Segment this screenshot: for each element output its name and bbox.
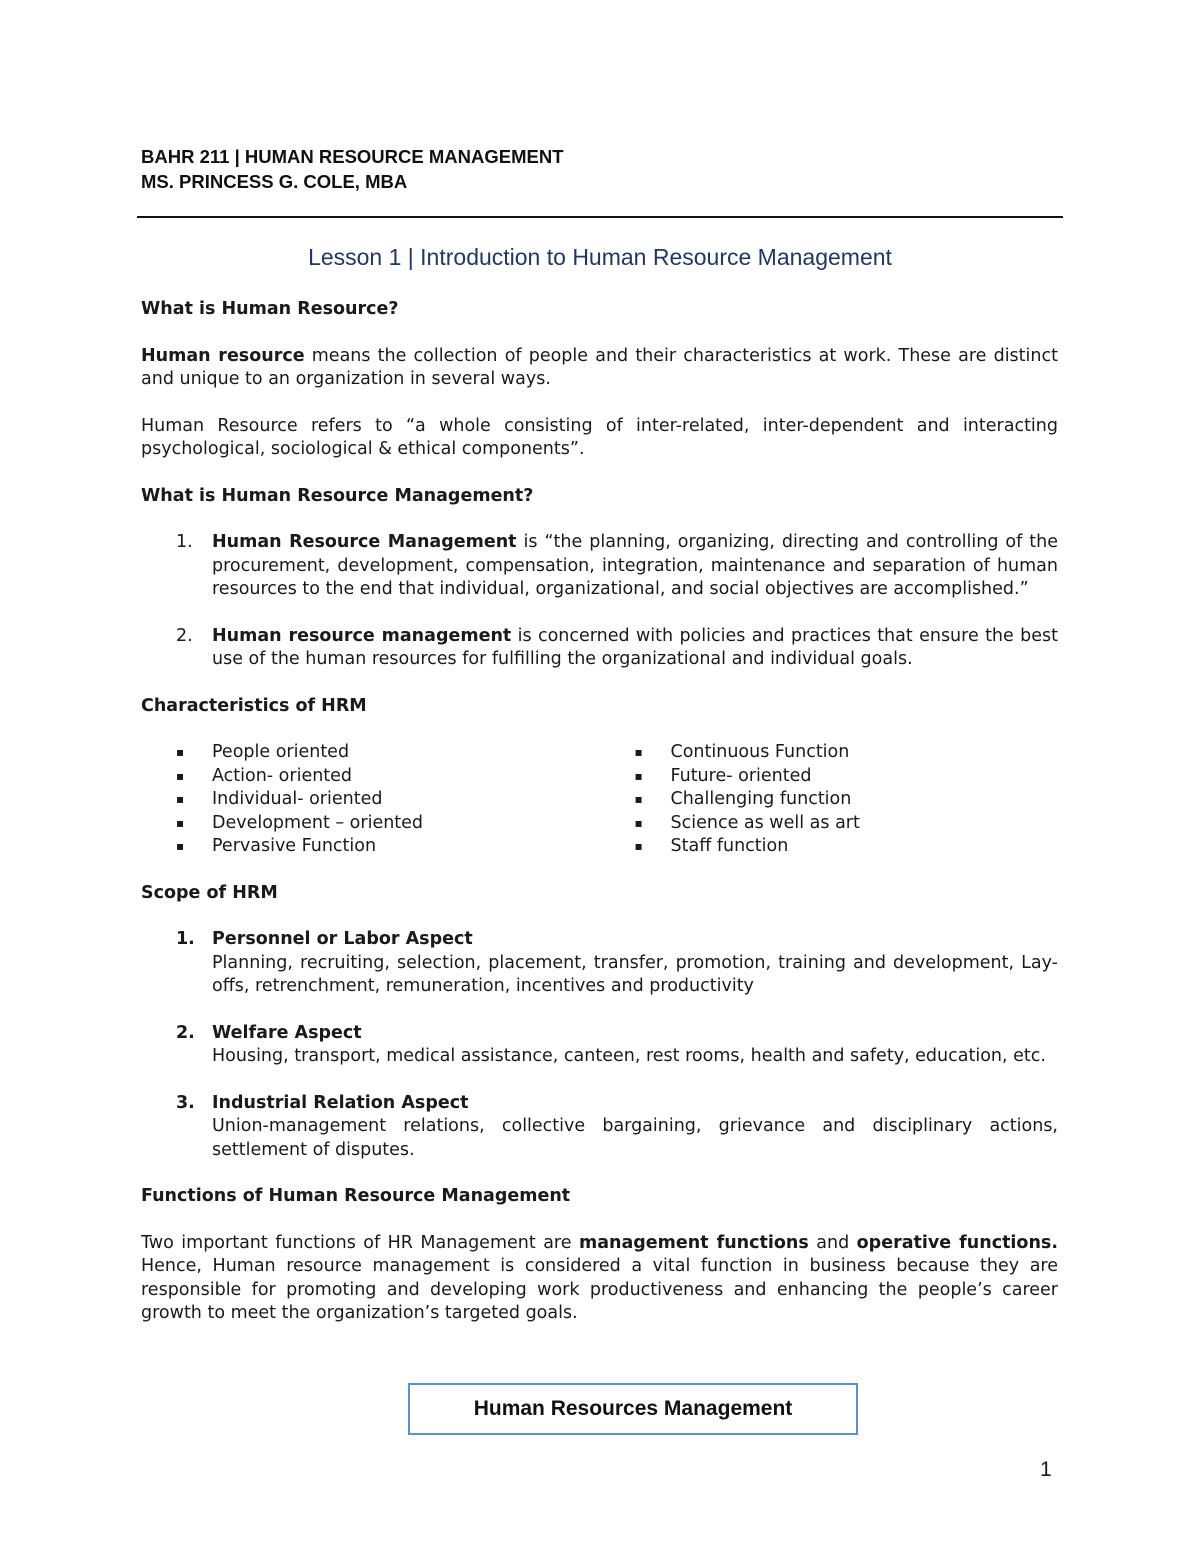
list-item: 2. Welfare Aspect Housing, transport, medical assistance, canteen, rest rooms, health and safety, education, etc. xyxy=(176,1022,1046,1066)
bullet-icon: ▪ xyxy=(634,745,643,759)
heading-characteristics: Characteristics of HRM xyxy=(141,695,367,716)
paragraph-functions: Two important functions of HR Management are management functions and operative functions. Hence, Human resource management is considered a vital function in business because they are responsible for promoting and developing work productiveness and enhancing the people’s career growth to meet the organization’s targeted goals. xyxy=(141,1232,1058,1323)
bullet-icon: ▪ xyxy=(634,815,643,830)
list-item: 1. Human Resource Management is “the planning, organizing, directing and controlling of the procurement, development, compensation, integration, maintenance and separation of human resources to the end that individual, organizational, and social objectives are accomplished.” xyxy=(176,532,1058,599)
header-divider xyxy=(137,216,1063,218)
list-item: ▪ Staff function xyxy=(600,835,1059,859)
paragraph-hr-definition: Human resource means the collection of people and their characteristics at work. These are distinct and unique to an organization in several ways. xyxy=(141,345,1058,389)
heading-scope: Scope of HRM xyxy=(141,882,278,903)
term-human-resource: Human resource xyxy=(141,345,305,366)
hrm-definitions-list xyxy=(141,531,1058,672)
lesson-title: Lesson 1 | Introduction to Human Resource Management xyxy=(308,244,892,270)
list-item: ▪ Individual- oriented xyxy=(141,788,600,812)
bullet-icon: ▪ xyxy=(176,745,185,759)
characteristics-left-column xyxy=(141,741,600,859)
hrm-diagram-box: Human Resources Management xyxy=(408,1383,858,1435)
list-item: ▪ Challenging function xyxy=(600,788,1059,812)
list-item: 3. Industrial Relation Aspect Union-management relations, collective bargaining, grievance and disciplinary actions, settlement of disputes. xyxy=(176,1092,1058,1160)
page-number: 1 xyxy=(1040,1458,1052,1481)
document-header xyxy=(141,144,564,194)
list-item: ▪ Continuous Function xyxy=(600,741,1059,765)
list-item: 2. Human resource management is concerned with policies and practices that ensure the best use of the human resources for fulfilling the organizational and individual goals. xyxy=(176,625,1058,669)
list-item: 1. Personnel or Labor Aspect Planning, recruiting, selection, placement, transfer, promotion, training and development, Lay-offs, retrenchment, remuneration, incentives and productivity xyxy=(176,929,1058,996)
bullet-icon: ▪ xyxy=(176,815,185,830)
scope-list xyxy=(141,928,1058,1162)
list-item: ▪ People oriented xyxy=(141,741,600,765)
bullet-icon: ▪ xyxy=(176,839,185,853)
paragraph-hr-refers: Human Resource refers to “a whole consisting of inter-related, inter-dependent and interacting psychological, sociological & ethical components”. xyxy=(141,415,1058,459)
characteristics-list xyxy=(141,741,1058,859)
heading-what-is-hrm: What is Human Resource Management? xyxy=(141,485,534,506)
bullet-icon: ▪ xyxy=(176,792,185,806)
document-body xyxy=(141,298,1058,1326)
list-item: ▪ Pervasive Function xyxy=(141,835,600,859)
instructor-name: MS. PRINCESS G. COLE, MBA xyxy=(141,171,408,192)
course-title: BAHR 211 | HUMAN RESOURCE MANAGEMENT xyxy=(141,146,564,167)
heading-functions: Functions of Human Resource Management xyxy=(141,1186,571,1206)
list-item: ▪ Future- oriented xyxy=(600,765,1059,789)
bullet-icon: ▪ xyxy=(176,768,185,783)
bullet-icon: ▪ xyxy=(634,792,643,806)
list-item: ▪ Development – oriented xyxy=(141,812,600,836)
characteristics-right-column xyxy=(600,741,1059,859)
bullet-icon: ▪ xyxy=(634,839,643,853)
list-item: ▪ Action- oriented xyxy=(141,765,600,789)
bullet-icon: ▪ xyxy=(634,768,643,783)
list-item: ▪ Science as well as art xyxy=(600,812,1059,836)
heading-what-is-hr: What is Human Resource? xyxy=(141,299,399,319)
